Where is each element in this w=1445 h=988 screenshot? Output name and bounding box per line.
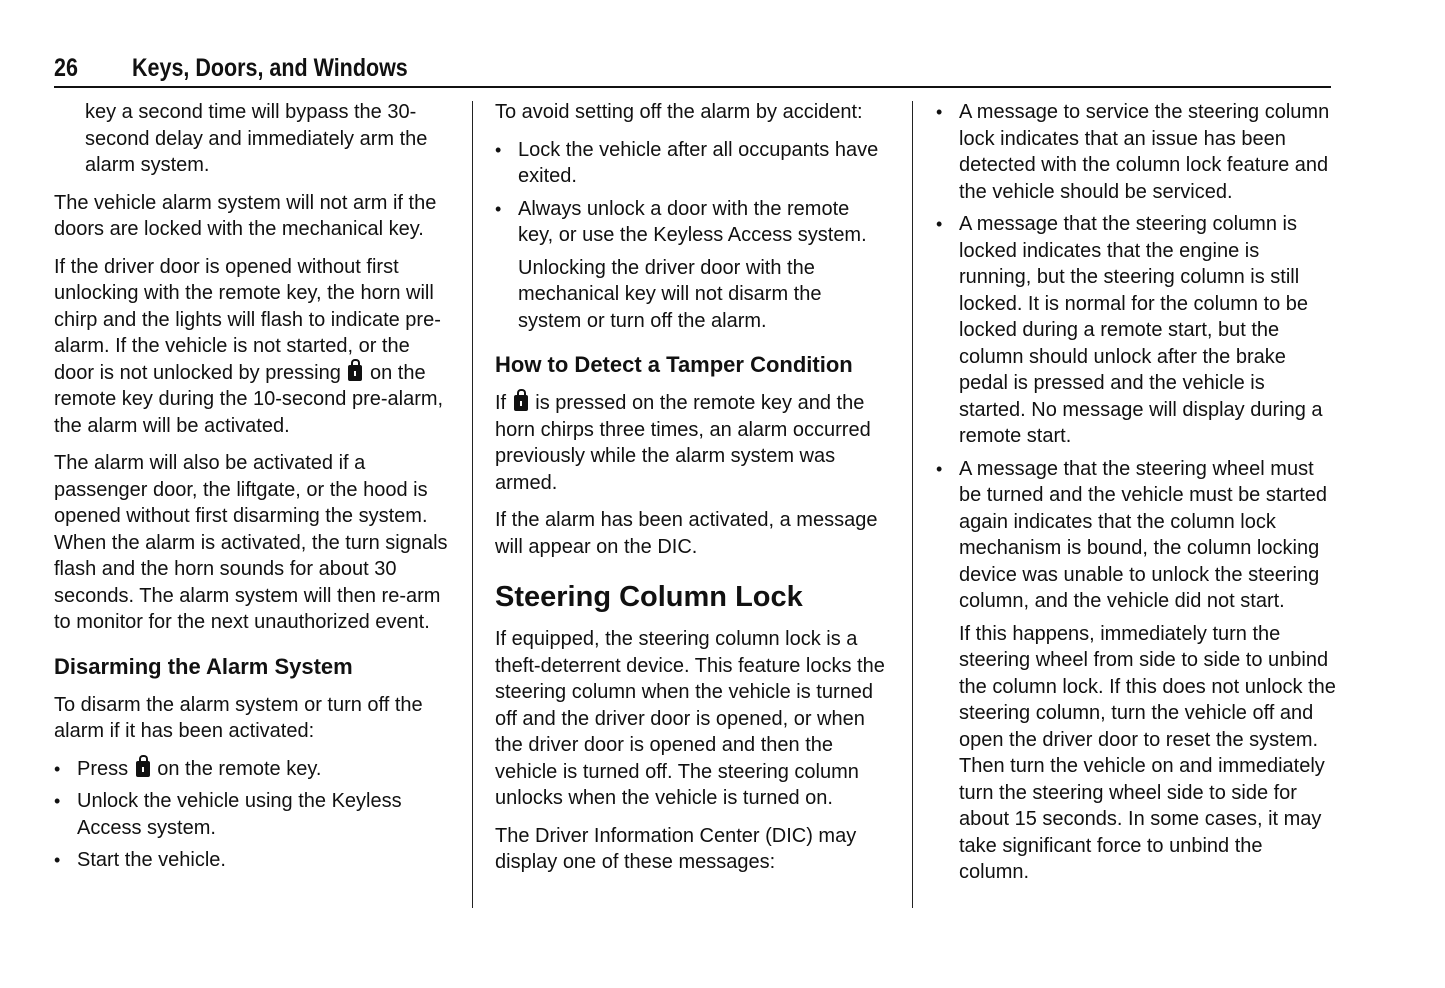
bullet-icon: • [54,758,61,779]
paragraph: key a second time will bypass the 30-second delay and immediately arm the alarm system. [85,101,428,176]
list-item-text: on the remote key. [157,757,322,780]
section-heading: How to Detect a Tamper Condition [495,352,853,377]
list-item-text: A message that the steering column is locked indicates that the engine is running, but the steering column is still locked. It is normal for the column to be locked during a remote start, but the column should unlock after the brake pedal is pressed and the vehicle is started. No message will display during a remote start. [959,213,1323,447]
lock-icon [514,395,528,411]
bullet-icon: • [936,102,943,122]
paragraph: To disarm the alarm system or turn off the alarm if it has been activated: [54,693,423,742]
list-item-text: Start the vehicle. [77,849,226,871]
chapter-title: Keys, Doors, and Windows [132,54,408,82]
bullet-icon: • [495,198,502,219]
bullet-icon: • [936,458,943,479]
paragraph: If equipped, the steering column lock is a theft-deterrent device. This feature locks the steering column when the vehicle is turned off and the driver door is opened, or when the driver door is opened and then the vehicle is turned off. The steering column unlocks when the vehicle is turned on. [495,628,885,809]
list-item [936,211,1336,450]
list-item [54,756,454,783]
list-item-text: Always unlock a door with the remote key, or use the Keyless Access system. [518,197,867,246]
column-1 [54,99,454,880]
list-item-text: Unlock the vehicle using the Keyless Access system. [77,790,402,839]
bullet-icon: • [54,850,61,870]
paragraph: To avoid setting off the alarm by accident: [495,101,863,123]
paragraph-text: If [495,392,507,414]
column-divider [912,101,913,908]
paragraph-text: is pressed on the remote key and the horn chirps three times, an alarm occurred previously while the alarm system was armed. [495,392,871,494]
lock-icon [348,365,362,381]
page-header [54,52,1331,88]
section-heading: Disarming the Alarm System [54,653,353,679]
bullet-icon: • [495,139,502,160]
paragraph: The alarm will also be activated if a passenger door, the liftgate, or the hood is opened without first disarming the system. When the alarm is activated, the turn signals flash and the horn sounds for about 30 seconds. The alarm system will then re-arm to monitor for the next unauthorized event. [54,452,448,633]
list-item-note: Unlocking the driver door with the mechanical key will not disarm the system or turn off the alarm. [518,256,822,332]
column-2 [495,99,890,887]
list-item [54,788,454,841]
lock-icon [136,761,150,777]
paragraph-text: If the driver door is opened without first unlocking with the remote key, the horn will chirp and the lights will flash to indicate pre-alarm. If the vehicle is not started, or the door is not unlocked by pressing [54,255,441,384]
list-item [936,99,1336,205]
bullet-icon: • [54,791,61,811]
list-item [936,456,1336,615]
paragraph-text: on the remote key during the 10-second pre-alarm, the alarm will be activated. [54,361,444,437]
column-divider [472,101,473,908]
list-item [54,847,454,874]
list-item [495,196,890,249]
paragraph: The Driver Information Center (DIC) may display one of these messages: [495,824,857,873]
bullet-icon: • [936,214,943,234]
paragraph [54,254,454,440]
section-title: Steering Column Lock [495,581,803,613]
paragraph [495,390,890,496]
list-item [495,137,890,190]
column-3 [936,99,1336,897]
list-item-text: A message that the steering wheel must be turned and the vehicle must be started again indicates that the column lock mechanism is bound, the column locking device was unable to unlock the steering column, and the vehicle did not start. [959,457,1328,612]
list-item-text: A message to service the steering column lock indicates that an issue has been detected with the column lock feature and the vehicle should be serviced. [959,101,1330,203]
page-number: 26 [54,54,78,82]
paragraph: If the alarm has been activated, a message will appear on the DIC. [495,509,878,558]
list-item-text: Press [77,757,129,780]
paragraph: The vehicle alarm system will not arm if the doors are locked with the mechanical key. [54,191,437,240]
list-item-note: If this happens, immediately turn the steering wheel from side to side to unbind the column lock. If this does not unlock the steering column, turn the vehicle off and open the driver door to reset the system. Then turn the vehicle on and immediately turn the steering wheel side to side for about 15 seconds. In some cases, it may take significant force to unbind the column. [959,622,1336,883]
list-item-text: Lock the vehicle after all occupants have exited. [518,138,879,187]
